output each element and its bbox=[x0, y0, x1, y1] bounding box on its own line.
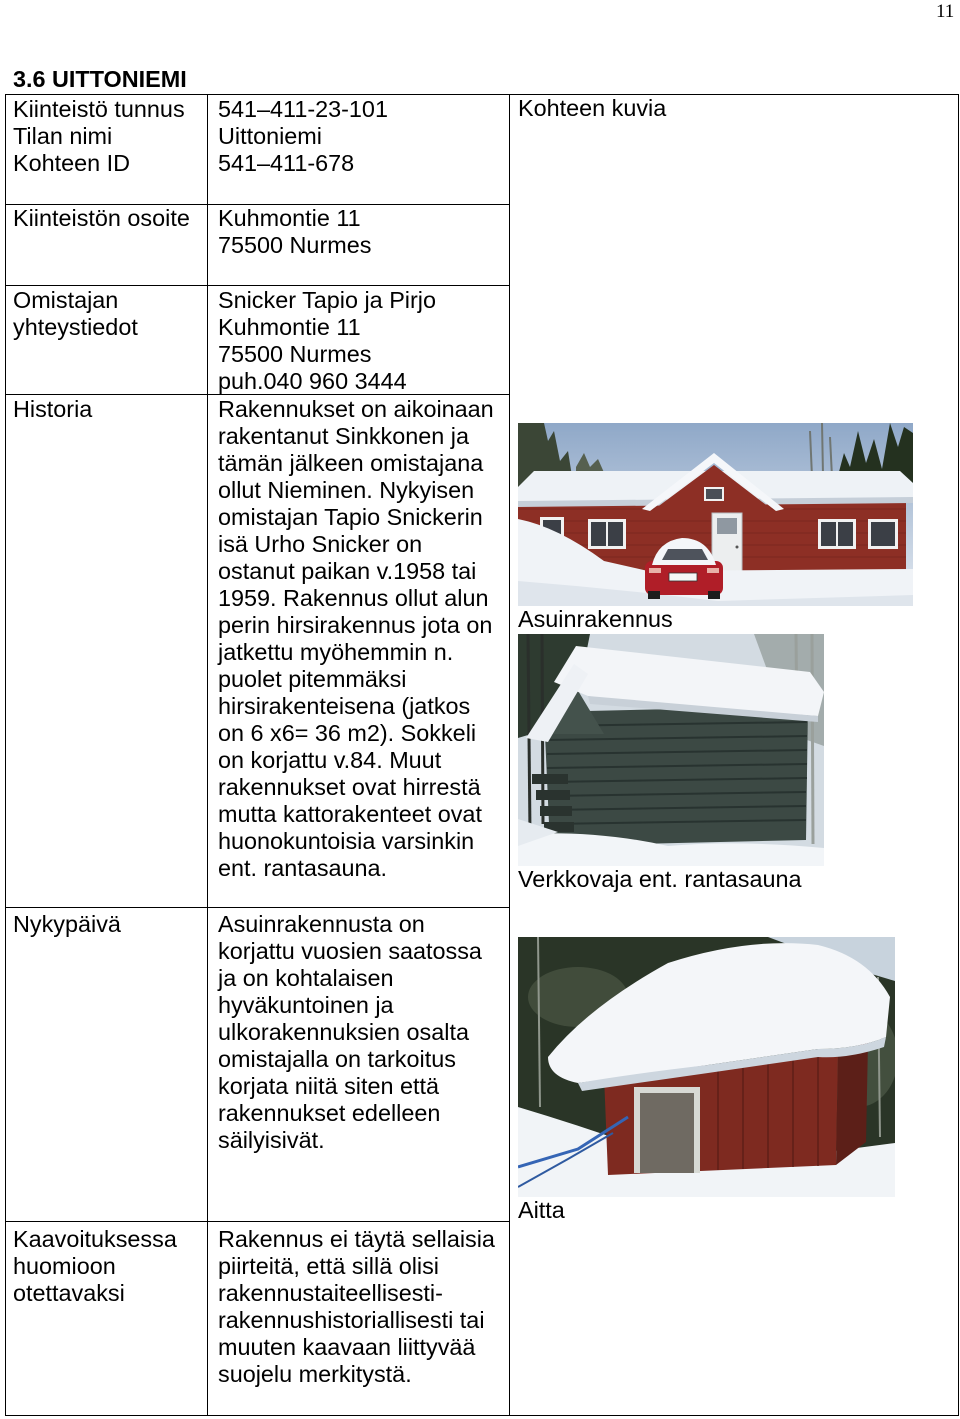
address-postal: 75500 Nurmes bbox=[218, 232, 372, 258]
present-text-line: Asuinrakennusta on bbox=[218, 911, 425, 937]
present-label-cell bbox=[6, 908, 208, 1222]
history-text-cell bbox=[208, 395, 510, 908]
zoning-text-line: piirteitä, että sillä olisi bbox=[218, 1253, 440, 1279]
net-shed-photo-frame bbox=[518, 634, 824, 866]
history-text-line: rakentanut Sinkkonen ja bbox=[218, 423, 469, 449]
present-text-line: hyväkuntoinen ja bbox=[218, 992, 394, 1018]
present-text-line: korjata niitä siten että bbox=[218, 1073, 440, 1099]
owner-name: Snicker Tapio ja Pirjo bbox=[218, 287, 436, 313]
photo-caption-residential: Asuinrakennus bbox=[518, 606, 673, 632]
site-id-value: 541–411-678 bbox=[218, 150, 355, 176]
page-number: 11 bbox=[936, 1, 955, 22]
owner-postal: 75500 Nurmes bbox=[218, 341, 372, 367]
history-text-line: 1959. Rakennus ollut alun bbox=[218, 585, 489, 611]
present-text-line: säilyisivät. bbox=[218, 1127, 325, 1153]
zoning-text-line: suojelu merkitystä. bbox=[218, 1361, 412, 1387]
zoning-label-line: Kaavoituksessa bbox=[13, 1226, 177, 1252]
photo-caption-storehouse: Aitta bbox=[518, 1197, 565, 1223]
identity-label-cell bbox=[6, 95, 208, 205]
history-text-line: omistajan Tapio Snickerin bbox=[218, 504, 483, 530]
address-value-cell bbox=[208, 205, 510, 286]
history-text-line: ollut Nieminen. Nykyisen bbox=[218, 477, 475, 503]
photos-heading: Kohteen kuvia bbox=[518, 95, 667, 121]
owner-label-line: yhteystiedot bbox=[13, 314, 138, 340]
estate-name-value: Uittoniemi bbox=[218, 123, 322, 149]
zoning-label-line: otettavaksi bbox=[13, 1280, 125, 1306]
property-table bbox=[5, 94, 959, 1416]
address-label-cell bbox=[6, 205, 208, 286]
owner-label-line: Omistajan bbox=[13, 287, 119, 313]
photo-caption-net-shed: Verkkovaja ent. rantasauna bbox=[518, 866, 802, 892]
zoning-text-line: rakennustaiteellisesti- bbox=[218, 1280, 443, 1306]
identity-value-cell bbox=[208, 95, 510, 205]
property-id-label: Kiinteistö tunnus bbox=[13, 96, 185, 122]
history-text-line: mutta kattorakenteet ovat bbox=[218, 801, 482, 827]
section-title: 3.6 UITTONIEMI bbox=[13, 66, 187, 92]
owner-label-cell bbox=[6, 286, 208, 395]
present-text-line: ja on kohtalaisen bbox=[218, 965, 394, 991]
zoning-label-line: huomioon bbox=[13, 1253, 116, 1279]
history-text-line: tämän jälkeen omistajana bbox=[218, 450, 484, 476]
history-text-line: huonokuntoisia varsinkin bbox=[218, 828, 475, 854]
present-label: Nykypäivä bbox=[13, 911, 121, 937]
address-street: Kuhmontie 11 bbox=[218, 205, 361, 231]
property-id-value: 541–411-23-101 bbox=[218, 96, 388, 122]
residential-building-photo-frame bbox=[518, 423, 913, 606]
owner-phone: puh.040 960 3444 bbox=[218, 368, 407, 394]
history-text-line: perin hirsirakennus jota on bbox=[218, 612, 493, 638]
owner-street: Kuhmontie 11 bbox=[218, 314, 361, 340]
history-label: Historia bbox=[13, 396, 93, 422]
storehouse-photo-frame bbox=[518, 937, 895, 1197]
history-text-line: hirsirakenteisena (jatkos bbox=[218, 693, 471, 719]
zoning-text-line: Rakennus ei täytä sellaisia bbox=[218, 1226, 495, 1252]
present-text-cell bbox=[208, 908, 510, 1222]
history-text-line: ostanut paikan v.1958 tai bbox=[218, 558, 477, 584]
present-text-line: ulkorakennuksien osalta bbox=[218, 1019, 469, 1045]
history-text-line: ent. rantasauna. bbox=[218, 855, 388, 881]
history-text-line: isä Urho Snicker on bbox=[218, 531, 423, 557]
history-text-line: puolet pitemmäksi bbox=[218, 666, 407, 692]
residential-building-photo bbox=[518, 423, 913, 606]
history-label-cell bbox=[6, 395, 208, 908]
site-id-label: Kohteen ID bbox=[13, 150, 131, 176]
history-text-line: on 6 x6= 36 m2). Sokkeli bbox=[218, 720, 477, 746]
zoning-text-line: rakennushistoriallisesti tai bbox=[218, 1307, 485, 1333]
owner-value-cell bbox=[208, 286, 510, 395]
history-text-line: jatkettu myöhemmin n. bbox=[218, 639, 454, 665]
present-text-line: rakennukset edelleen bbox=[218, 1100, 441, 1126]
storehouse-photo bbox=[518, 937, 895, 1197]
present-text-line: korjattu vuosien saatossa bbox=[218, 938, 482, 964]
history-text-line: Rakennukset on aikoinaan bbox=[218, 396, 494, 422]
zoning-text-line: muuten kaavaan liittyvää bbox=[218, 1334, 476, 1360]
history-text-line: on korjattu v.84. Muut bbox=[218, 747, 442, 773]
storehouse-door bbox=[634, 1087, 700, 1173]
history-text-line: rakennukset ovat hirrestä bbox=[218, 774, 481, 800]
photos-cell bbox=[510, 95, 959, 1416]
zoning-text-cell bbox=[208, 1222, 510, 1416]
address-label: Kiinteistön osoite bbox=[13, 205, 190, 231]
estate-name-label: Tilan nimi bbox=[13, 123, 113, 149]
zoning-label-cell bbox=[6, 1222, 208, 1416]
present-text-line: omistajalla on tarkoitus bbox=[218, 1046, 456, 1072]
net-shed-photo bbox=[518, 634, 824, 866]
